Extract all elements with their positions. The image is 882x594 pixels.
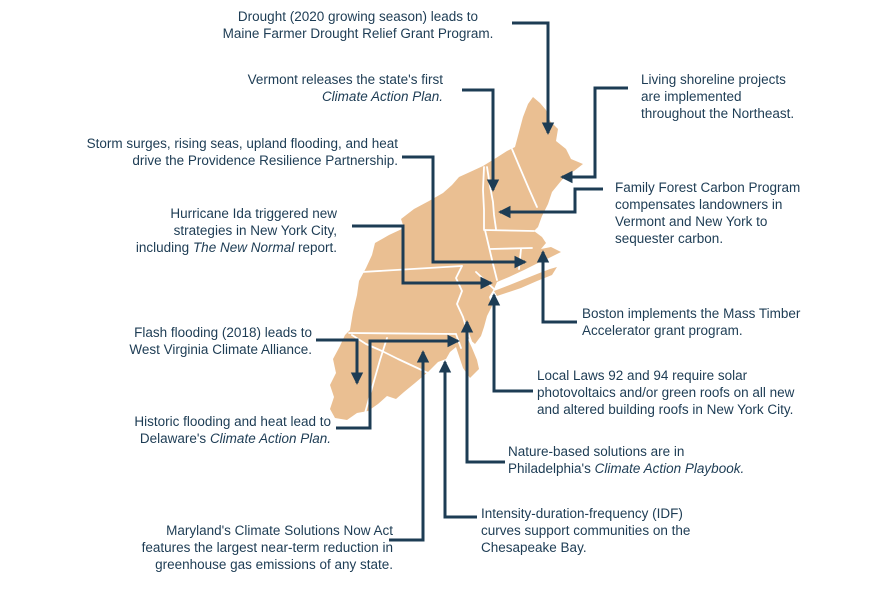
annotation-flash-flooding-west-virginia <box>100 324 312 358</box>
annotation-text: Vermont releases the state's first <box>247 72 443 87</box>
annotation-text: Nature-based solutions are in <box>508 444 685 459</box>
annotation-text-italic: Climate Action Plan. <box>209 431 331 446</box>
annotation-line <box>537 401 852 418</box>
annotation-line <box>508 460 778 477</box>
annotation-text: and altered building roofs in New York City. <box>537 402 794 417</box>
annotation-line <box>85 556 393 573</box>
annotation-line <box>641 71 841 88</box>
annotation-philadelphia-climate-action-playbook <box>508 443 778 477</box>
annotation-line <box>105 430 331 447</box>
annotation-text: curves support communities on the <box>481 523 691 538</box>
annotation-line <box>38 152 398 169</box>
annotation-line <box>481 539 721 556</box>
annotation-line <box>615 230 830 247</box>
annotation-line <box>100 324 312 341</box>
annotation-text: Drought (2020 growing season) leads to <box>237 9 479 24</box>
annotation-text: Delaware's <box>139 431 210 446</box>
annotation-text: Living shoreline projects <box>641 72 786 87</box>
annotation-text: report. <box>294 240 337 255</box>
annotation-family-forest-carbon-program <box>615 179 830 247</box>
annotation-local-laws-92-94-nyc <box>537 367 852 418</box>
annotation-maryland-climate-solutions-now-act <box>85 522 393 573</box>
annotation-text: greenhouse gas emissions of any state. <box>155 557 393 572</box>
annotation-text: Intensity-duration-frequency (IDF) <box>481 506 683 521</box>
annotation-text: strategies in New York City, <box>173 223 337 238</box>
annotation-text: drive the Providence Resilience Partnership. <box>132 153 398 168</box>
annotation-text: sequester carbon. <box>615 231 724 246</box>
annotation-line <box>641 88 841 105</box>
annotation-line <box>537 384 852 401</box>
annotation-text: including <box>135 240 193 255</box>
annotation-line <box>615 196 830 213</box>
annotation-text: Maine Farmer Drought Relief Grant Program. <box>222 26 494 41</box>
annotation-text-italic: Climate Action Playbook. <box>594 461 745 476</box>
annotation-line <box>97 222 337 239</box>
annotation-boston-mass-timber <box>582 305 832 339</box>
annotation-line <box>481 522 721 539</box>
annotation-line <box>200 8 516 25</box>
annotation-text: Flash flooding (2018) leads to <box>134 325 312 340</box>
annotation-text: Family Forest Carbon Program <box>615 180 801 195</box>
annotation-text: Historic flooding and heat lead to <box>134 414 331 429</box>
annotation-line <box>105 413 331 430</box>
annotation-text: Storm surges, rising seas, upland flooding, and heat <box>86 136 398 151</box>
annotation-line <box>38 135 398 152</box>
annotation-line <box>481 505 721 522</box>
annotation-line <box>180 71 443 88</box>
annotation-text: Philadelphia's <box>508 461 595 476</box>
annotation-line <box>615 179 830 196</box>
annotation-drought-maine <box>200 8 516 42</box>
annotation-line <box>537 367 852 384</box>
annotation-line <box>97 205 337 222</box>
annotation-text: Boston implements the Mass Timber <box>582 306 801 321</box>
annotation-line <box>582 305 832 322</box>
annotation-line <box>508 443 778 460</box>
annotation-hurricane-ida-new-york <box>97 205 337 256</box>
annotation-living-shoreline-northeast <box>641 71 841 122</box>
annotation-text: Chesapeake Bay. <box>481 540 587 555</box>
annotation-text: photovoltaics and/or green roofs on all new <box>537 385 795 400</box>
annotation-line <box>582 322 832 339</box>
annotation-line <box>85 539 393 556</box>
annotation-line <box>615 213 830 230</box>
annotation-text: compensates landowners in <box>615 197 783 212</box>
annotation-text: West Virginia Climate Alliance. <box>129 342 312 357</box>
annotation-line <box>641 105 841 122</box>
annotation-text: Local Laws 92 and 94 require solar <box>537 368 748 383</box>
annotation-text: features the largest near-term reduction in <box>141 540 393 555</box>
annotation-line <box>100 341 312 358</box>
annotation-idf-chesapeake-bay <box>481 505 721 556</box>
annotation-line <box>85 522 393 539</box>
annotation-text: are implemented <box>641 89 742 104</box>
annotation-text: Accelerator grant program. <box>582 323 743 338</box>
annotation-text: Hurricane Ida triggered new <box>170 206 337 221</box>
annotation-delaware-climate-action-plan <box>105 413 331 447</box>
annotation-text: Maryland's Climate Solutions Now Act <box>166 523 393 538</box>
annotation-line <box>97 239 337 256</box>
annotation-text-italic: Climate Action Plan. <box>321 89 443 104</box>
annotation-text: Vermont and New York to <box>615 214 768 229</box>
annotation-vermont-climate-action-plan <box>180 71 443 105</box>
annotation-text: throughout the Northeast. <box>641 106 795 121</box>
annotation-line <box>180 88 443 105</box>
annotation-providence-resilience-partnership <box>38 135 398 169</box>
annotation-line <box>200 25 516 42</box>
annotation-text-italic: The New Normal <box>192 240 295 255</box>
